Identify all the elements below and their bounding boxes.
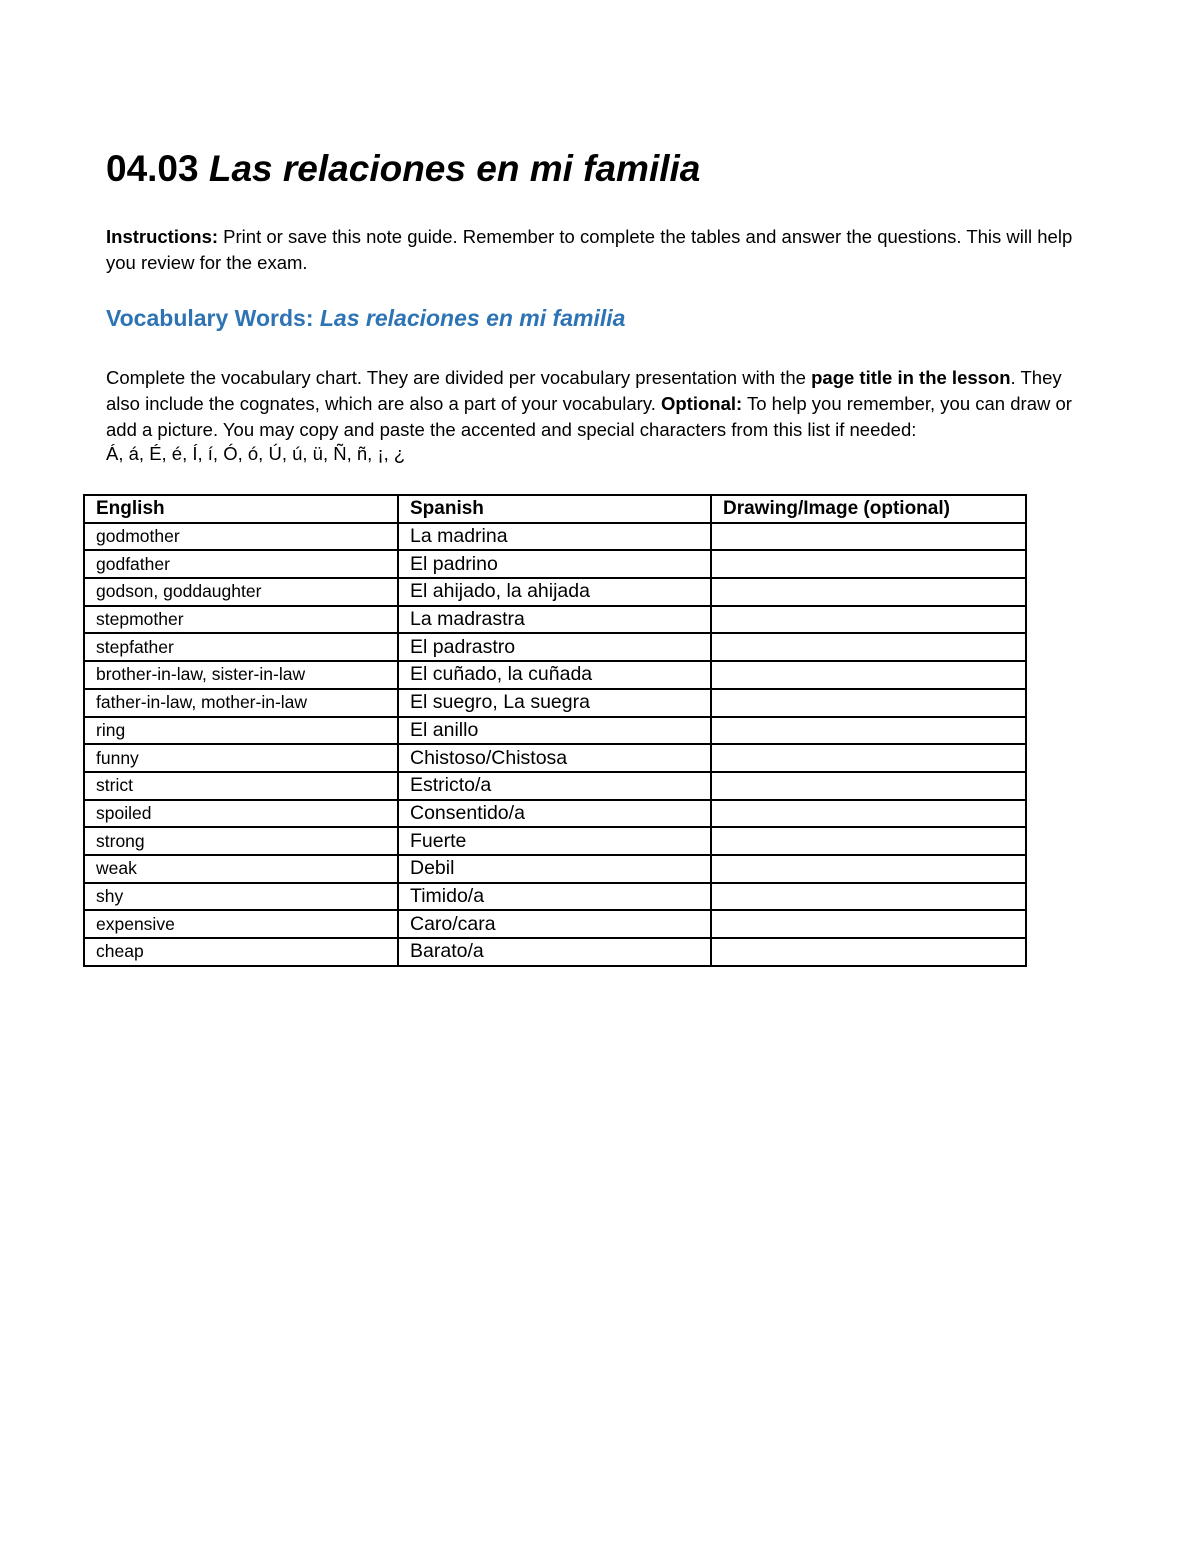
special-characters-list[interactable]: Á, á, É, é, Í, í, Ó, ó, Ú, ú, ü, Ñ, ñ, ¡, ¿ [106,443,406,464]
table-row [84,800,1026,828]
drawing-cell[interactable] [711,855,1026,883]
drawing-cell[interactable] [711,717,1026,745]
table-row [84,606,1026,634]
chart-instructions [106,365,1096,443]
drawing-cell[interactable] [711,744,1026,772]
table-row [84,827,1026,855]
spanish-cell: Fuerte [398,827,711,855]
english-cell: stepfather [84,633,398,661]
table-row [84,910,1026,938]
drawing-cell[interactable] [711,938,1026,966]
instructions-label: Instructions: [106,226,219,247]
drawing-cell[interactable] [711,661,1026,689]
lesson-title: Las relaciones en mi familia [208,148,701,189]
english-cell: funny [84,744,398,772]
english-cell: ring [84,717,398,745]
spanish-cell: Estricto/a [398,772,711,800]
drawing-cell[interactable] [711,772,1026,800]
drawing-cell[interactable] [711,633,1026,661]
english-cell: expensive [84,910,398,938]
spanish-cell: La madrastra [398,606,711,634]
english-cell: godson, goddaughter [84,578,398,606]
spanish-cell: Timido/a [398,883,711,911]
chart-instructions-bold1: page title in the lesson [811,367,1011,388]
table-row [84,717,1026,745]
header-spanish: Spanish [398,495,711,523]
table-row [84,744,1026,772]
table-row [84,578,1026,606]
drawing-cell[interactable] [711,883,1026,911]
lesson-number: 04.03 [106,148,199,189]
spanish-cell: El cuñado, la cuñada [398,661,711,689]
table-row [84,523,1026,551]
instructions-paragraph [106,224,1096,276]
spanish-cell: El ahijado, la ahijada [398,578,711,606]
table-row [84,661,1026,689]
table-header-row [84,495,1026,523]
section-title: Las relaciones en mi familia [319,305,626,331]
english-cell: brother-in-law, sister-in-law [84,661,398,689]
header-drawing: Drawing/Image (optional) [711,495,1026,523]
english-cell: strict [84,772,398,800]
table-row [84,689,1026,717]
section-label: Vocabulary Words: [106,305,314,331]
spanish-cell: El suegro, La suegra [398,689,711,717]
spanish-cell: El padrastro [398,633,711,661]
english-cell: spoiled [84,800,398,828]
english-cell: cheap [84,938,398,966]
table-row [84,772,1026,800]
header-english: English [84,495,398,523]
chart-instructions-part1: Complete the vocabulary chart. They are divided per vocabulary presentation with the [106,367,806,388]
spanish-cell: Barato/a [398,938,711,966]
drawing-cell[interactable] [711,689,1026,717]
spanish-cell: El padrino [398,550,711,578]
table-row [84,883,1026,911]
table-row [84,633,1026,661]
table-row [84,938,1026,966]
english-cell: shy [84,883,398,911]
spanish-cell: Consentido/a [398,800,711,828]
spanish-cell: Chistoso/Chistosa [398,744,711,772]
spanish-cell: El anillo [398,717,711,745]
drawing-cell[interactable] [711,550,1026,578]
spanish-cell: Caro/cara [398,910,711,938]
english-cell: godmother [84,523,398,551]
english-cell: father-in-law, mother-in-law [84,689,398,717]
english-cell: godfather [84,550,398,578]
drawing-cell[interactable] [711,606,1026,634]
drawing-cell[interactable] [711,523,1026,551]
drawing-cell[interactable] [711,827,1026,855]
chart-instructions-part3: To help you remember, you can draw or add a picture. You may copy and paste the accented and special characters from this list if needed: [106,393,1072,440]
table-row [84,550,1026,578]
chart-instructions-part2: . They also include the cognates, which are also a part of your vocabulary. [106,367,1062,414]
english-cell: strong [84,827,398,855]
instructions-text: Print or save this note guide. Remember to complete the tables and answer the questions. This will help you review for the exam. [106,226,1073,273]
spanish-cell: Debil [398,855,711,883]
spanish-cell: La madrina [398,523,711,551]
section-heading [106,305,625,332]
drawing-cell[interactable] [711,800,1026,828]
table-row [84,855,1026,883]
vocabulary-table [83,494,1027,967]
english-cell: weak [84,855,398,883]
drawing-cell[interactable] [711,910,1026,938]
drawing-cell[interactable] [711,578,1026,606]
english-cell: stepmother [84,606,398,634]
optional-label: Optional: [660,393,743,414]
page-title [106,148,700,190]
